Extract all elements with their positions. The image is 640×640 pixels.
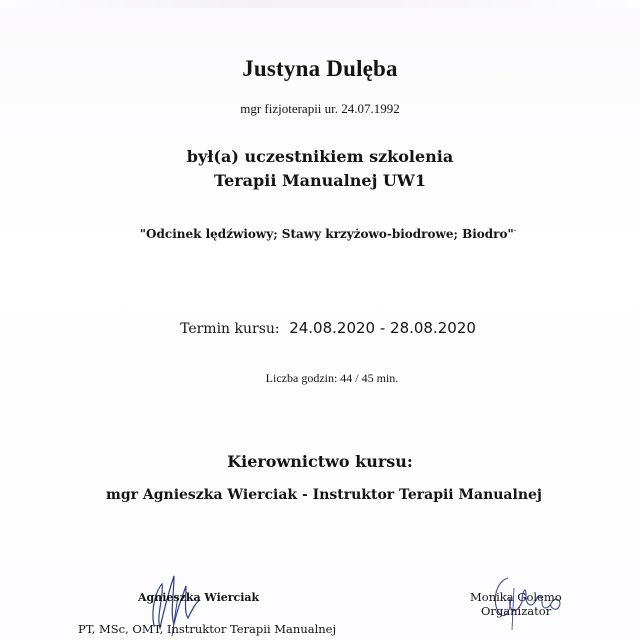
course-name: Terapii Manualnej UW1 (214, 171, 426, 190)
course-topics-text: "Odcinek lędźwiowy; Stawy krzyżowo-biodrowe; Biodro" (139, 227, 514, 241)
signature-left-name: Agnieszka Wierciak (138, 591, 260, 604)
participant-degree: mgr fizjoterapii ur. 24.07.1992 (240, 101, 400, 116)
scan-top-edge (0, 0, 640, 8)
term-dates: 24.08.2020 - 28.08.2020 (289, 319, 476, 337)
course-hours: Liczba godzin: 44 / 45 min. (265, 371, 399, 385)
participant-name: Justyna Dulęba (242, 56, 398, 81)
course-topics (8, 226, 640, 241)
signature-right-name: Monika Golemo (470, 590, 562, 604)
management-person: mgr Agnieszka Wierciak - Instruktor Terapii Manualnej (106, 487, 542, 503)
signature-left-role: PT, MSc, OMT, Instruktor Terapii Manualnej (78, 622, 337, 636)
term-label: Termin kursu: (180, 321, 280, 337)
signature-right-role: Organizator (481, 604, 552, 618)
management-title: Kierownictwo kursu: (227, 452, 413, 471)
trailing-mark: · (513, 226, 517, 235)
course-term (8, 319, 640, 337)
participation-line: był(a) uczestnikiem szkolenia (186, 147, 454, 166)
